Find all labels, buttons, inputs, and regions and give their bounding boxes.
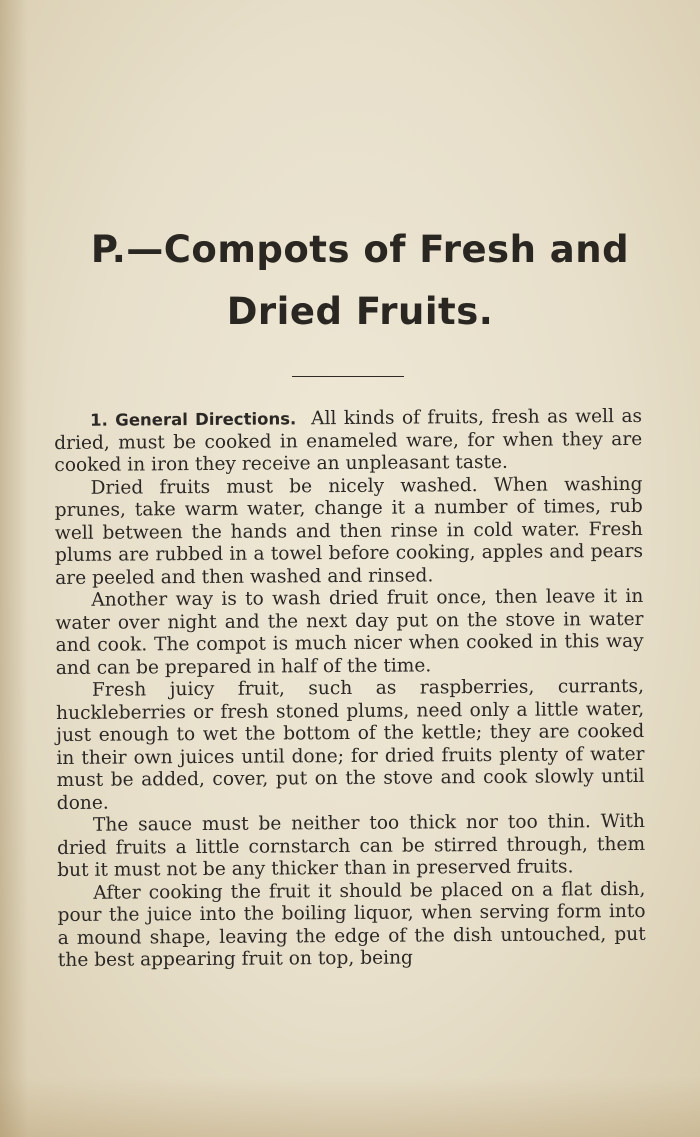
section-number: 1. <box>90 410 108 430</box>
chapter-title-line-1: P.—Compots of Fresh and <box>90 228 630 271</box>
paragraph-5: The sauce must be neither too thick nor too thin. With dried fruits a little cornstarch can be stirred through, them but it must not be any thicker than in preserved fruits. <box>56 810 646 881</box>
paragraph-1-text: All kinds of fruits, fresh as well as dried, must be cooked in enameled ware, for when they are cooked in iron they receive an unpleasant taste. <box>54 405 643 476</box>
page-shadow-bottom <box>0 1077 700 1137</box>
paragraph-6: After cooking the fruit it should be placed on a flat dish, pour the juice into the boiling liquor, when serving form into a mound shape, leaving the edge of the dish untouched, put the best appearing fruit on top, being <box>57 878 646 971</box>
paragraph-2: Dried fruits must be nicely washed. When washing prunes, take warm water, change it a number of times, rub well between the hands and then rinse in cold water. Fresh plums are rubbed in a towel before cooking, apples and pears are peeled and then washed and rinsed. <box>54 473 644 589</box>
section-heading: General Directions. <box>115 409 297 430</box>
section-body <box>54 406 646 973</box>
chapter-title-line-2: Dried Fruits. <box>226 290 494 333</box>
paragraph-4: Fresh juicy fruit, such as raspberries, currants, huckleberries or fresh stoned plums, need only a little water, just enough to wet the bottom of the kettle; they are cooked in their own juices until done; for dried fruits plenty of water must be added, cover, put on the stove and cook slowly until done. <box>56 675 645 814</box>
paragraph-1 <box>54 406 642 478</box>
title-divider <box>292 376 404 377</box>
page-shadow-left <box>0 0 28 1137</box>
paragraph-3: Another way is to wash dried fruit once, then leave it in water over night and the next day put on the stove in water and cook. The compot is much nicer when cooked in this way and can be prepared in half of the time. <box>55 585 644 679</box>
